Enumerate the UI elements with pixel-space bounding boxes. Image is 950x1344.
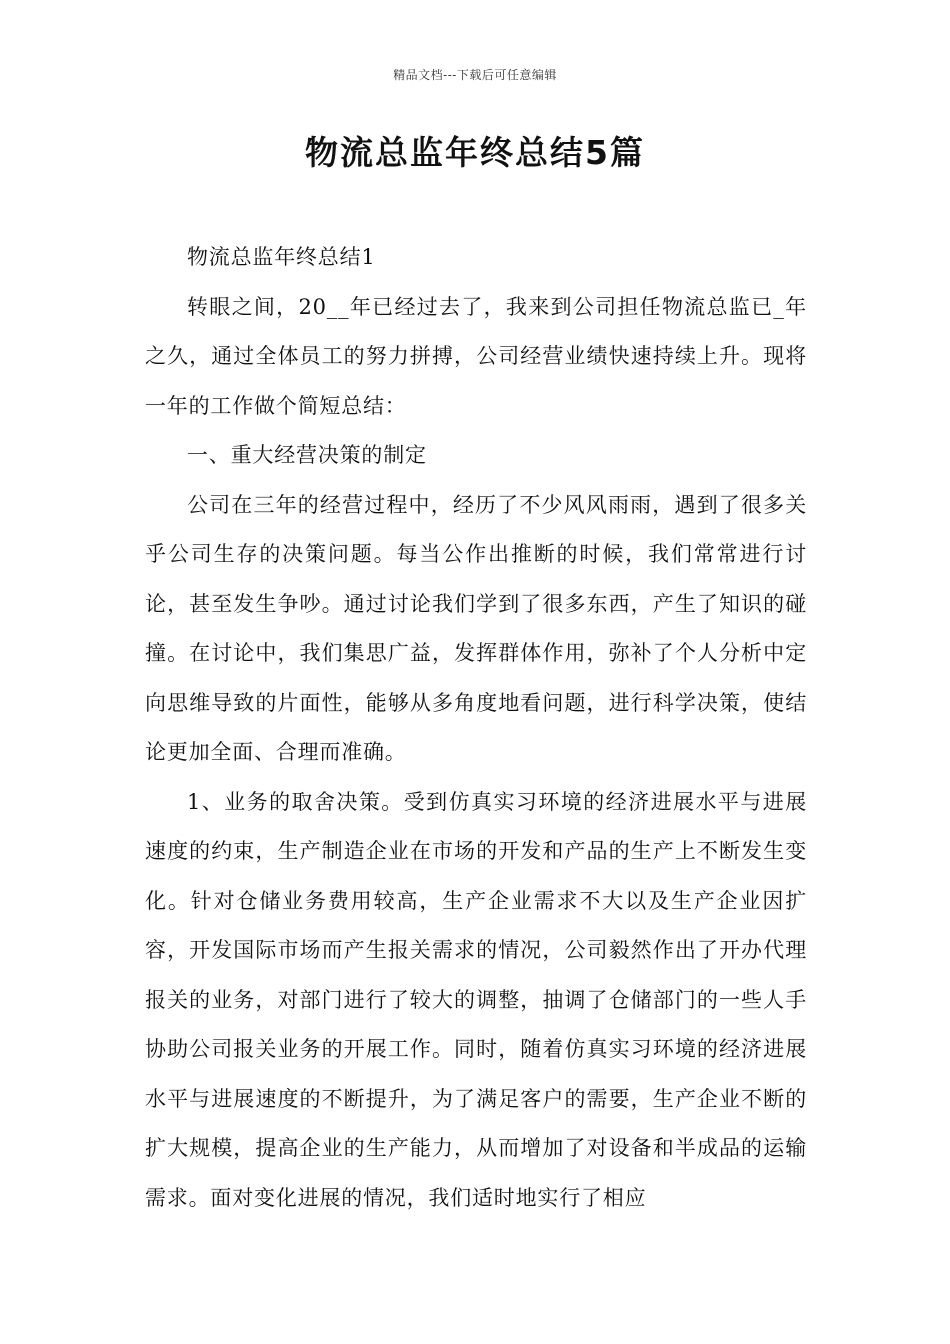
paragraph-decisions: 公司在三年的经营过程中，经历了不少风风雨雨，遇到了很多关乎公司生存的决策问题。每当公作出推断的时候，我们常常进行讨论，甚至发生争吵。通过讨论我们学到了很多东西，产生了知识的碰撞。在讨论中，我们集思广益，发挥群体作用，弥补了个人分析中定向思维导致的片面性，能够从多角度地看问题，进行科学决策，使结论更加全面、合理而准确。 [145, 492, 807, 764]
paragraph-business-choice: 1、业务的取舍决策。受到仿真实习环境的经济进展水平与进展速度的约束，生产制造企业在市场的开发和产品的生产上不断发生变化。针对仓储业务费用较高，生产企业需求不大以及生产企业因扩容，开发国际市场而产生报关需求的情况，公司毅然作出了开办代理报关的业务，对部门进行了较大的调整，抽调了仓储部门的一些人手协助公司报关业务的开展工作。同时，随着仿真实习环境的经济进展水平与进展速度的不断提升，为了满足客户的需要，生产企业不断的扩大规模，提高企业的生产能力，从而增加了对设备和半成品的运输需求。面对变化进展的情况，我们适时地实行了相应 [145, 789, 807, 1210]
paragraph-intro: 转眼之间，20__年已经过去了，我来到公司担任物流总监已_年之久，通过全体员工的努力拼搏，公司经营业绩快速持续上升。现将一年的工作做个简短总结： [145, 294, 807, 418]
section-title: 物流总监年终总结1 [187, 245, 376, 269]
section-heading-decisions: 一、重大经营决策的制定 [187, 443, 427, 467]
document-body [145, 233, 807, 1223]
header-note: 精品文档---下载后可任意编辑 [393, 68, 557, 82]
document-title: 物流总监年终总结5篇 [305, 133, 645, 172]
